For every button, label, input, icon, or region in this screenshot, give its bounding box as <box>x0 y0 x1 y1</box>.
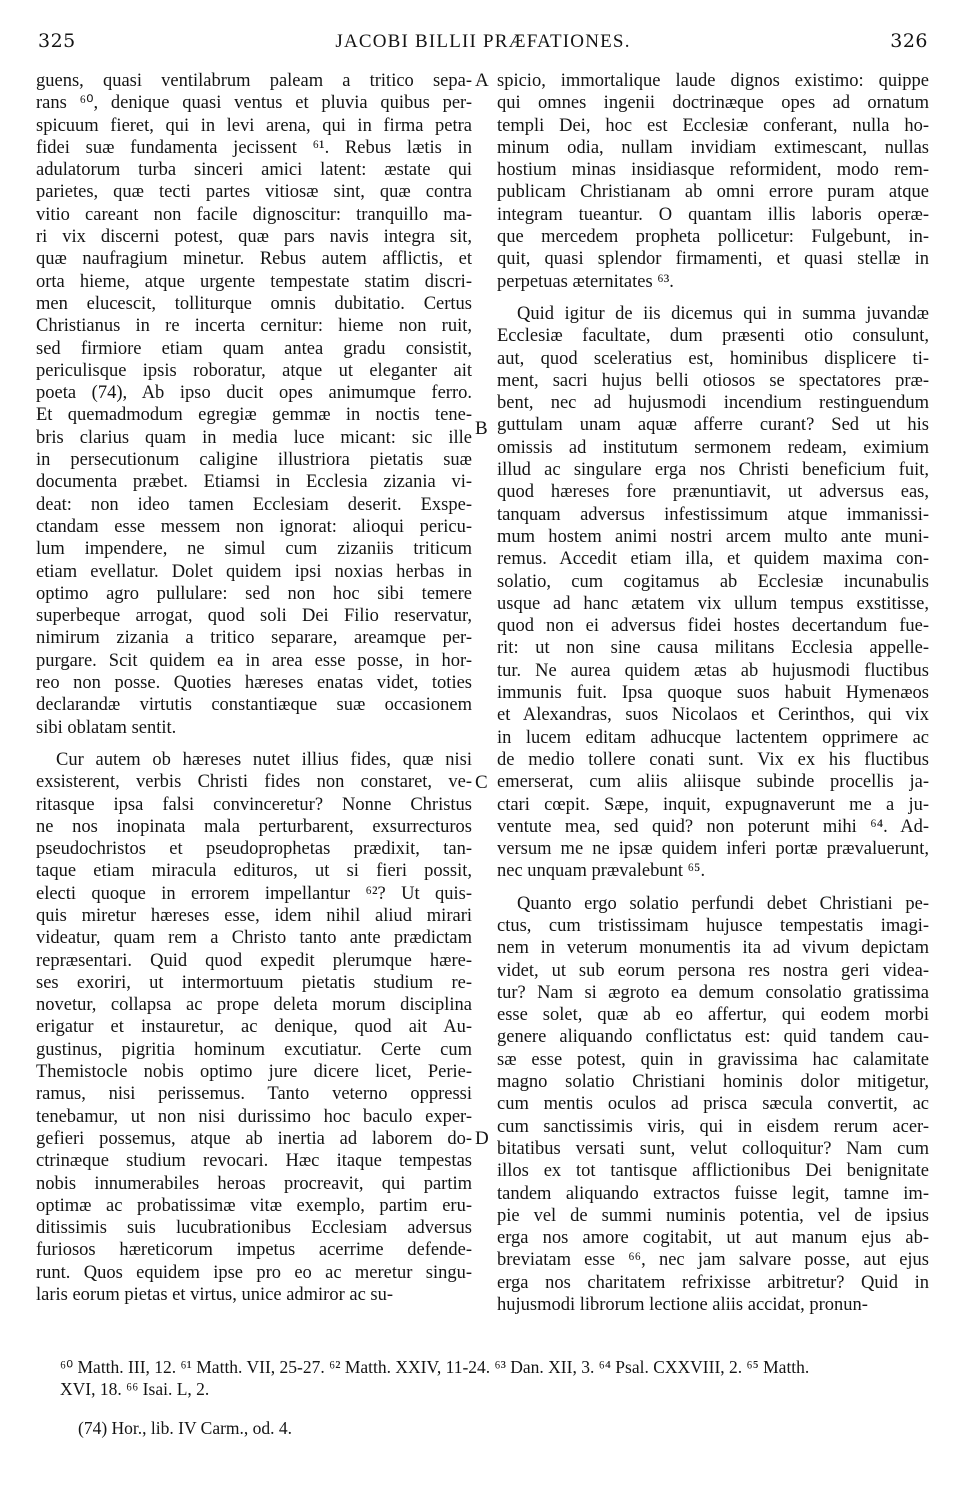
footnotes <box>60 1356 940 1400</box>
text-line: adulatorum turba sinceri amici latent: æstate qui <box>36 160 472 181</box>
text-line: periculisque ipsis roboratur, atque ut eleganter ait <box>36 360 472 381</box>
text-line: Ecclesiæ facultate, dum præsenti otio consulunt, <box>497 326 929 347</box>
text-line: usque ad hanc ætatem vix ullum tempus exstitisse, <box>497 593 929 614</box>
text-line: optimo agro pullulare: sed non hoc sibi temere <box>36 583 472 604</box>
text-line: ctrinæque studium revocari. Hæc itaque tempestas <box>36 1151 472 1172</box>
text-line: ditissimis suis lucubrationibus Ecclesiam adversus <box>36 1218 472 1239</box>
text-line: vitio careant non facile dignoscitur: tranquillo ma- <box>36 204 472 225</box>
text-line: remus. Accedit etiam illa, et quidem maxima con- <box>497 549 929 570</box>
text-line: declarandæ virtutis constantiæque suæ occasionem <box>36 695 472 716</box>
text-line: bris clarius quam in media luce micant: sic ille <box>36 427 472 448</box>
text-line: erga nos charitatem refrixisse arbitretur? Quid in <box>497 1272 929 1293</box>
text-line: tandem aliquando extractos fuisse legit, tamne im- <box>497 1183 929 1204</box>
text-line: Quid igitur de iis dicemus qui in summa juvandæ <box>517 303 929 324</box>
text-line: poeta (74), Ab ipso ducit opes animumque ferro. <box>36 383 472 404</box>
text-line: solatio, cum cogitamus ab Ecclesiæ incunabulis <box>497 571 929 592</box>
text-line: bitatibus versati sunt, velut colloquitur? Nam cum <box>497 1138 929 1159</box>
text-line: parietes, quæ tecti partes vitiosæ sint, quæ contra <box>36 182 472 203</box>
text-line: qui omnes ingenii doctrinæque opes ad ornatum <box>497 93 929 114</box>
margin-marker-b: B <box>475 418 488 439</box>
text-line: hostium minas insidiasque reformident, modo rem- <box>497 160 929 181</box>
text-line: nem in veterum monumentis ita ad vivum depictam <box>497 938 929 959</box>
text-line: orta hieme, atque urgente tempestate statim discri- <box>36 271 472 292</box>
text-line: guttulam unam aquæ afferre curant? Sed ut his <box>497 415 929 436</box>
text-line: novetur, collapsa ac prope deleta morum disciplina <box>36 995 472 1016</box>
text-line: fidei suæ fundamenta jecissent ⁶¹. Rebus lætis in <box>36 137 472 158</box>
text-line: quit, quasi splendor firmamenti, et quasi stellæ in <box>497 249 929 270</box>
text-line: gefieri possemus, atque ab inertia ad laborem do- <box>36 1128 472 1149</box>
text-line: ventute mea, sed quid? non poterunt mihi ⁶⁴. Ad- <box>497 816 929 837</box>
running-header <box>38 30 928 60</box>
text-line: guens, quasi ventilabrum paleam a tritico sepa- <box>36 71 472 91</box>
text-line: pie vel de summi numinis potentia, vel de ipsius <box>497 1205 929 1226</box>
text-line: ne nos inopinata mala perturbarent, exsurrecturos <box>36 816 472 837</box>
text-line: breviatam esse ⁶⁶, nec jam salvare posse, aut ejus <box>497 1250 929 1271</box>
text-line: ramus, nisi perissemus. Tanto veterno oppressi <box>36 1084 472 1105</box>
text-line: purgare. Scit quidem ea in area esse posse, in hor- <box>36 650 472 671</box>
margin-marker-a: A <box>475 70 489 91</box>
footnote-line: XVI, 18. ⁶⁶ Isai. L, 2. <box>60 1379 210 1399</box>
text-line: ses exoriri, ut intermortuum pietatis studium re- <box>36 972 472 993</box>
text-line: pseudochristos et pseudoprophetas prædixit, tan- <box>36 839 472 860</box>
text-line: quæ naufragium minetur. Rebus autem afflictis, et <box>36 249 472 270</box>
text-line: superbeque arrogat, quod soli Dei Filio reservatur, <box>36 606 472 627</box>
text-line: immunis fuit. Ipsa quoque suos habuit Hymenæos <box>497 683 929 704</box>
text-line: nec unquam prævalebunt ⁶⁵. <box>497 861 706 882</box>
text-line: versum me ne ipsæ quidem inferi portæ prævaluerunt, <box>497 839 929 860</box>
text-line: gustinus, pigritia hominum excutiatur. Certe cum <box>36 1039 472 1060</box>
text-line: tur. Ne aurea quidem ætas ab hujusmodi fluctibus <box>497 660 929 681</box>
text-line: exsisterent, verbis Christi fides non constaret, ve- <box>36 772 472 793</box>
text-line: lum impendere, ne simul cum zizaniis triticum <box>36 539 472 560</box>
page-number-left: 325 <box>38 30 76 52</box>
margin-marker-d: D <box>475 1128 489 1149</box>
text-line: minum odia, nullam invidiam extimescant, nullas <box>497 137 929 158</box>
text-line: de medio tollere conati sunt. Vix ex his fluctibus <box>497 749 929 770</box>
text-line: ctandam esse messem non ignorat: alioqui pericu- <box>36 516 472 537</box>
text-line: laris eorum pietas et virtus, unice admiror ac su- <box>36 1285 394 1306</box>
text-line: erigatur et instauretur, ac denique, quod ait Au- <box>36 1017 472 1038</box>
text-line: in lucem editam adhucque lactentem opprimere ac <box>497 727 929 748</box>
text-line: erga nos amore cogitabit, ut aut manum ejus ab- <box>497 1228 929 1249</box>
text-line: ctus, cum tristissimam hujusce tempestatis imagi- <box>497 915 929 936</box>
text-line: omissis ad institutum sermonem redeam, eximium <box>497 437 929 458</box>
text-line: tenebamur, ut non nisi durissimo hoc baculo exper- <box>36 1106 472 1127</box>
right-text-column <box>497 70 929 1316</box>
text-line: taque etiam miracula edituros, ut si fieri possit, <box>36 861 472 882</box>
text-line: etiam evellatur. Dolet quidem ipsi noxias herbas in <box>36 561 472 582</box>
text-line: emerserat, cum aliis aliisque subinde procellis ja- <box>497 772 929 793</box>
text-line: Cur autem ob hæreses nutet illius fides, quæ nisi <box>56 749 472 770</box>
text-line: spicio, immortalique laude dignos existimo: quippe <box>497 71 929 91</box>
text-line: ritasque ipsa falsi convinceretur? Nonne Christus <box>36 794 472 815</box>
text-line: furiosos hæreticorum impetus acerrime defende- <box>36 1240 472 1261</box>
text-line: cum mentis oculos ad prisca sæcula convertit, ac <box>497 1094 929 1115</box>
text-line: tanquam adversus infestissimum atque immanissi- <box>497 504 929 525</box>
text-line: publicam Christianam ab omni errore puram atque <box>497 182 929 203</box>
text-line: integram tueantur. O quantam illis laboris operæ- <box>497 204 929 225</box>
text-line: templi Dei, hoc est Ecclesiæ conferant, nulla ho- <box>497 115 929 136</box>
text-line: electi quoque in errorem impellantur ⁶²? Ut quis- <box>36 883 472 904</box>
text-line: videt, ut sub eorum persona res nostra geri videa- <box>497 960 929 981</box>
text-line: repræsentari. Quid quod expedit plerumque hære- <box>36 950 472 971</box>
text-line: que mercedem propheta pollicetur: Fulgebunt, in- <box>497 227 929 248</box>
text-line: quod hæreses fore prænuntiavit, ut adversus eas, <box>497 482 929 503</box>
text-line: Et quemadmodum egregiæ gemmæ in noctis tene- <box>36 405 472 426</box>
page-number-right: 326 <box>890 30 928 52</box>
text-line: perpetuas æternitates ⁶³. <box>497 271 674 292</box>
text-line: ctari cœpit. Sæpe, inquit, expugnaverunt me a ju- <box>497 794 929 815</box>
text-line: optimæ ac probatissimæ vitæ exemplo, partim eru- <box>36 1195 472 1216</box>
left-text-column <box>36 70 472 1306</box>
text-line: hujusmodi librorum lectione aliis accidat, pronun- <box>497 1295 868 1316</box>
text-line: sibi oblatam sentit. <box>36 717 177 738</box>
text-line: illos ex tot tantisque afflictionibus Dei benignitate <box>497 1161 929 1182</box>
text-line: illud ac singulare erga nos Christi beneficium fuit, <box>497 460 929 481</box>
text-line: quod non ei adversus fidei hostes decertandum fue- <box>497 616 929 637</box>
text-line: spicuum fieret, qui in levi arena, qui in firma petra <box>36 115 472 136</box>
text-line: aut, quod sceleratius est, hominibus displicere ti- <box>497 348 929 369</box>
text-line: Quanto ergo solatio perfundi debet Christiani pe- <box>517 893 929 914</box>
text-line: quis miretur hæreses esse, idem nihil aliud mirari <box>36 905 472 926</box>
running-title: JACOBI BILLII PRÆFATIONES. <box>335 31 631 52</box>
text-line: esse solet, quæ ab eo affertur, qui eodem morbi <box>497 1005 929 1026</box>
text-line: Christianus in re incerta cernitur: hieme non ruit, <box>36 316 472 337</box>
text-line: nimirum zizania a tritico separare, areamque per- <box>36 628 472 649</box>
text-line: mum hostem animi nostri arcem multo ante muni- <box>497 526 929 547</box>
editor-note: (74) Hor., lib. IV Carm., od. 4. <box>78 1418 293 1438</box>
text-line: runt. Quos equidem ipse pro eo ac meretur singu- <box>36 1262 472 1283</box>
text-line: documenta præbet. Etiamsi in Ecclesia zizania vi- <box>36 472 472 493</box>
text-line: sæ esse potest, quin in gravissima hac calamitate <box>497 1049 929 1070</box>
text-line: nobis innumerabiles heroas procreavit, qui partim <box>36 1173 472 1194</box>
text-line: rit: ut non sine causa militans Ecclesia appelle- <box>497 638 929 659</box>
text-line: Themistocle nobis optimo jure dicere licet, Perie- <box>36 1062 472 1083</box>
text-line: cum sanctissimis viris, qui in eisdem rerum acer- <box>497 1116 929 1137</box>
text-line: reo non posse. Quoties hæreses enatas videt, toties <box>36 673 472 694</box>
text-line: ment, sacri hujus belli otiosos se spectatores præ- <box>497 370 929 391</box>
text-line: ri vix discerni potest, quæ pars navis integra sit, <box>36 227 472 248</box>
text-line: et Alexandras, suos Nicolaos et Cerinthos, qui vix <box>497 705 929 726</box>
margin-marker-c: C <box>475 772 488 793</box>
text-line: bent, nec ad hujusmodi incendium restinguendum <box>497 393 929 414</box>
text-line: genere aliquando conflictatus est: quid tandem cau- <box>497 1027 929 1048</box>
text-line: sed firmiore etiam quam antea gradu consistit, <box>36 338 472 359</box>
text-line: deat: non ideo tamen Ecclesiam deserit. Exspe- <box>36 494 472 515</box>
text-line: rans ⁶⁰, denique quasi ventus et pluvia quibus per- <box>36 93 472 114</box>
text-line: tur? Nam si ægroto ea demum consolatio gratissima <box>497 982 929 1003</box>
text-line: magno solatio Christiani hominis dolor mitigetur, <box>497 1072 929 1093</box>
text-line: in persecutionum caligine illustriora pietatis suæ <box>36 450 472 471</box>
text-line: men elucescit, tolliturque omnis dubitatio. Certus <box>36 293 472 314</box>
footnote-line: ⁶⁰ Matth. III, 12. ⁶¹ Matth. VII, 25-27. ⁶² Matth. XXIV, 11-24. ⁶³ Dan. XII, 3. ⁶⁴ Psal. CXXVIII, 2. ⁶⁵ Matth. <box>60 1357 810 1377</box>
text-line: videatur, quam rem a Christo tanto ante prædictam <box>36 928 472 949</box>
